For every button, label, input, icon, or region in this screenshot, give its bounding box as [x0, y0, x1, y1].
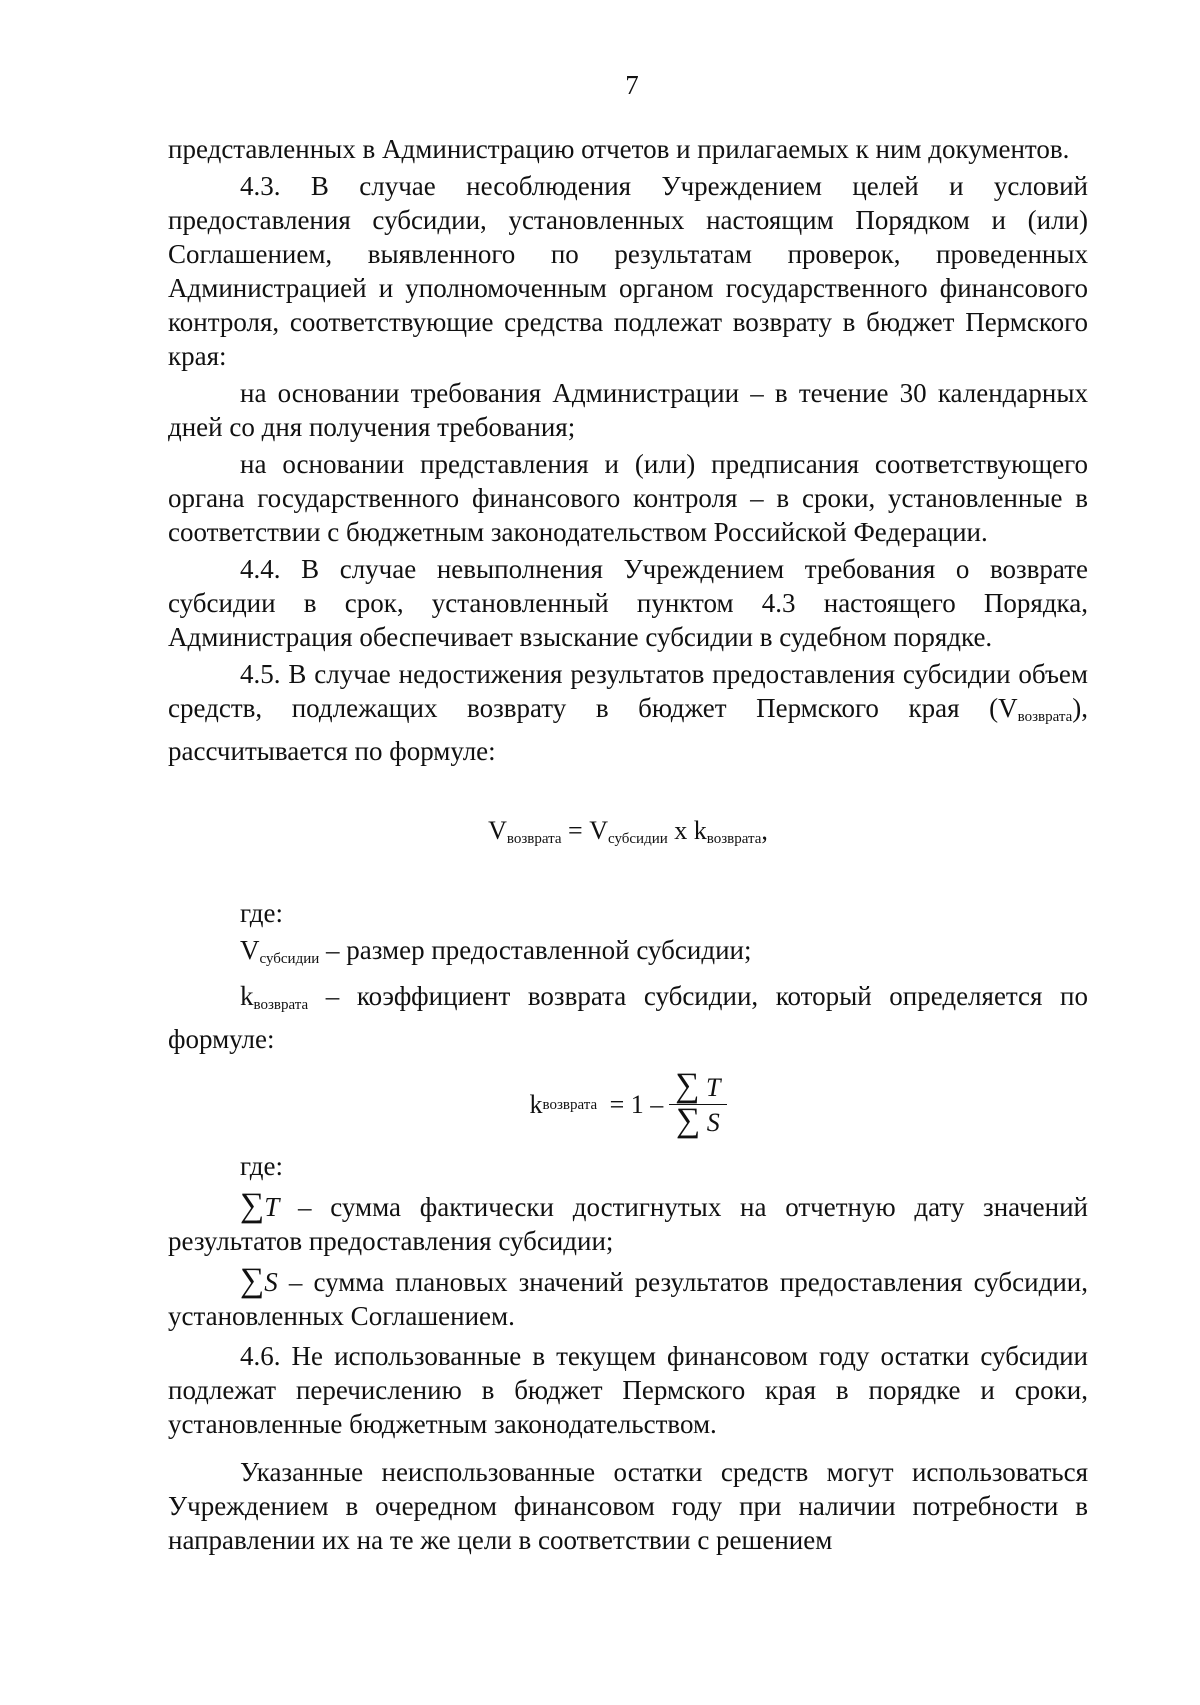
sum-sign: ∑: [240, 1262, 265, 1299]
formula-symbol: k: [693, 816, 707, 845]
sum-sign: ∑: [675, 1067, 700, 1104]
paragraph: на основании требования Администрации – в течение 30 календарных дней со дня получения требования;: [168, 378, 1088, 442]
sum-sign: ∑: [676, 1102, 701, 1139]
paragraph-4-5: [168, 657, 1088, 768]
formula-symbol: k: [529, 1089, 543, 1119]
where-label: где:: [240, 898, 283, 928]
subscript: возврата: [706, 831, 762, 847]
subscript: субсидии: [607, 831, 668, 847]
definition-text: – сумма фактически достигнутых на отчетную дату значений результатов предоставления субсидии;: [168, 1192, 1088, 1256]
formula-operator: =: [561, 816, 590, 845]
formula-operator: x: [667, 816, 694, 845]
fraction-numerator: [669, 1067, 726, 1105]
fraction: [669, 1067, 726, 1139]
formula-variable: T: [264, 1192, 280, 1222]
formula-operator: = 1 –: [603, 1089, 664, 1119]
subscript: возврата: [253, 997, 309, 1013]
paragraph-4-4: 4.4. В случае невыполнения Учреждением требования о возврате субсидии в срок, установленный пунктом 4.3 настоящего Порядка, Администрация обеспечивает взыскание субсидии в судебном порядке.: [168, 554, 1088, 652]
formula-punctuation: ,: [761, 816, 768, 845]
paragraph-4-6: 4.6. Не использованные в текущем финансовом году остатки субсидии подлежат перечислению в бюджет Пермского края в порядке и сроки, установленные бюджетным законодательством.: [168, 1341, 1088, 1439]
document-body: [168, 132, 1088, 1557]
page-number: 7: [625, 70, 639, 100]
formula-variable: S: [706, 1108, 720, 1137]
definition-text: – сумма плановых значений результатов предоставления субсидии, установленных Соглашением.: [168, 1267, 1088, 1331]
formula-symbol: V: [589, 816, 608, 845]
subscript: возврата: [542, 1096, 598, 1113]
definition-v-subsidy: [168, 933, 1088, 976]
paragraph-4-3: 4.3. В случае несоблюдения Учреждением целей и условий предоставления субсидии, установленных настоящим Порядком и (или) Соглашением, выявленного по результатам проверок, проведенных Администрацией и уполномоченным органом государственного финансового контроля, соответствующие средства подлежат возврату в бюджет Пермского края:: [168, 171, 1088, 371]
formula-variable: S: [264, 1267, 278, 1297]
definition-k-return: [168, 979, 1088, 1056]
paragraph: представленных в Администрацию отчетов и прилагаемых к ним документов.: [168, 134, 1070, 164]
sum-sign: ∑: [240, 1187, 265, 1224]
subscript: возврата: [506, 831, 562, 847]
formula-k-return: [168, 1067, 1088, 1139]
subscript: субсидии: [259, 951, 320, 967]
paragraph: на основании представления и (или) предписания соответствующего органа государственного финансового контроля – в сроки, установленные в соответствии с бюджетным законодательством Российской Федерации.: [168, 449, 1088, 547]
definition-text: – коэффициент возврата субсидии, который определяется по формуле:: [168, 981, 1088, 1054]
text-run: ), рассчитывается по формуле:: [168, 693, 1088, 766]
fraction-denominator: [670, 1102, 726, 1139]
definition-text: – размер предоставленной субсидии;: [319, 935, 752, 965]
where-label: где:: [240, 1151, 283, 1181]
formula-variable: T: [706, 1073, 721, 1102]
formula-v-return: [168, 814, 1088, 856]
paragraph: Указанные неиспользованные остатки средств могут использоваться Учреждением в очередном финансовом году при наличии потребности в направлении их на те же цели в соответствии с решением: [168, 1457, 1088, 1555]
definition-sum-t: [168, 1189, 1088, 1258]
formula-symbol: k: [240, 981, 254, 1011]
subscript: возврата: [1017, 709, 1073, 725]
text-run: 4.5. В случае недостижения результатов предоставления субсидии объем средств, подлежащих возврату в бюджет Пермского края (V: [168, 659, 1088, 723]
definition-sum-s: [168, 1264, 1088, 1333]
formula-symbol: V: [240, 935, 260, 965]
formula-symbol: V: [488, 816, 507, 845]
